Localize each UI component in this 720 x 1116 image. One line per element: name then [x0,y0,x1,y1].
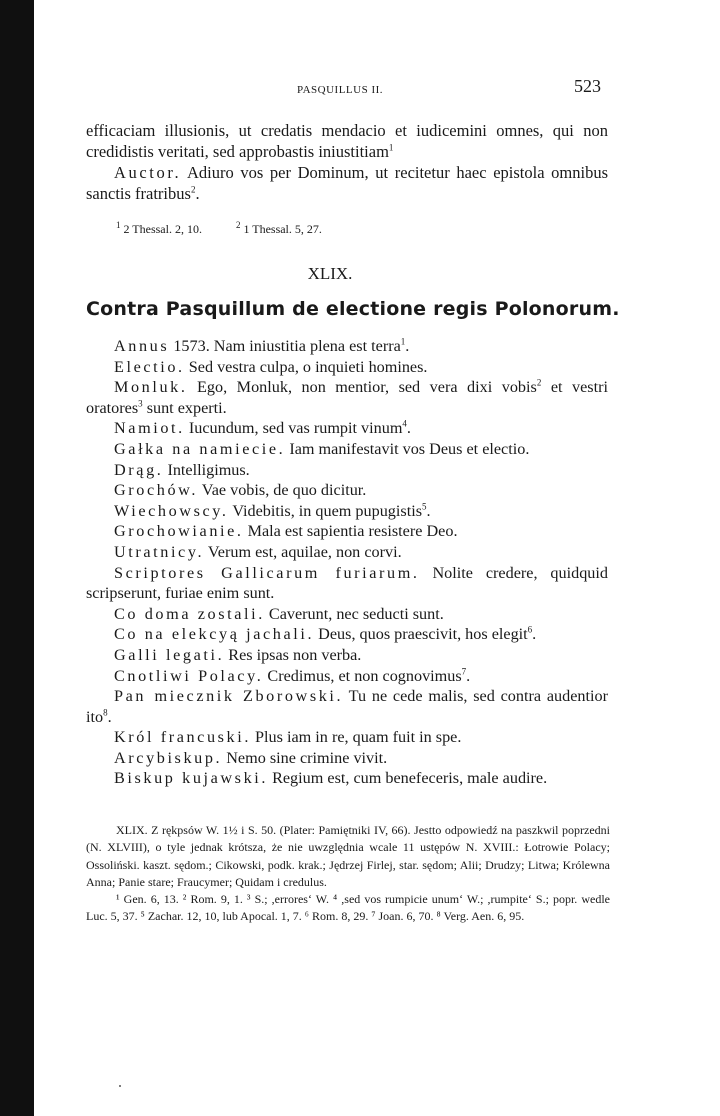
dialogue-line [86,604,608,625]
dialogue-line [86,501,608,522]
line-text: Mala est sapientia resistere Deo. [243,522,458,541]
dialogue-line [86,542,608,563]
intro-text [86,120,608,204]
speaker-name: Galli legati. [114,645,225,664]
dialogue-line [86,480,608,501]
running-header: PASQUILLUS II. [296,84,384,96]
speaker-name: Utratnicy. [114,542,205,561]
footnote-text: 2 Thessal. 2, 10. [120,222,202,236]
speaker-name: Pan miecznik Zborowski. [114,687,344,706]
source-note: XLIX. Z rękpsów W. 1½ i S. 50. (Plater: Pamiętniki IV, 66). Jestto odpowiedź na paszkwil poprzedni (N. XLVIII), o tyle jednak krótsza, że nie uwzględnia wcale 11 ustępów N. XVIII.: Łotrowie Polacy; Ossoliński. kaszt. sędom.; Cikowski, podk. krak.; Jędrzej Firlej, star. sędom; Alii; Drudzy; Litwa; Królewna Anna; Panie stare; Fraucymer; Quidam i credulus. [86,823,610,889]
speaker-name: Electio. [114,357,185,376]
speaker-name: Co doma zostali. [114,604,265,623]
dialogue-line [86,336,608,357]
punctuation: . [466,666,471,685]
speaker-name: Namiot. [114,419,185,438]
top-footnotes [116,222,322,237]
dialogue-line [86,666,608,687]
dialogue-line [86,377,608,418]
speaker-name: Annus [114,337,170,355]
dialogue-line [86,768,608,789]
dialogue-line [86,357,608,378]
dialogue-line [86,727,608,748]
footnote-mark: 2 [190,184,196,195]
speaker-name: Grochów. [114,481,199,500]
line-text: Iam manifestavit vos Deus et electio. [285,439,530,458]
dialogue-line [86,418,608,439]
dialogue-line [86,748,608,769]
dialogue-line [86,563,608,604]
punctuation: . [426,501,431,520]
footnote-text: 1 Thessal. 5, 27. [240,222,322,236]
dialogue [86,336,608,789]
dialogue-line [86,439,608,460]
dialogue-line [86,460,608,481]
speaker-name: Co na elekcyą jachali. [114,625,315,644]
line-text: Videbitis, in quem pupugistis [228,501,422,520]
dialogue-line [86,521,608,542]
line-text: Intelligimus. [163,460,250,479]
speaker-name: Król francuski. [114,728,251,747]
intro-paragraph-2-text: Adiuro vos per Dominum, ut recitetur haec epistola omnibus sanctis fratribus [86,163,608,203]
section-number: XLIX. [307,264,353,283]
footnote-mark: 8 [103,707,108,718]
line-text: Res ipsas non verba. [224,645,362,664]
line-text: Tu ne cede malis, sed contra audentior ito [86,687,608,726]
intro-paragraph-1-text: efficaciam illusionis, ut credatis mendacio et iudicemini omnes, qui non credidistis veritati, sed approbastis iniustitiam [86,121,608,161]
footnote-mark: 1 [388,142,394,153]
line-text: Nolite credere, quidquid scripserunt, furiae enim sunt. [86,563,608,603]
footnote-mark: 5 [422,501,427,512]
line-text: et vestri oratores [86,378,608,417]
punctuation: . [405,337,410,355]
speaker-name: Cnotliwi Polacy. [114,666,264,685]
line-text: Caverunt, nec seducti sunt. [264,604,444,623]
line-text: Regium est, cum benefeceris, male audire. [268,769,548,788]
page-number: 523 [574,76,601,96]
reference-notes: ¹ Gen. 6, 13. ² Rom. 9, 1. ³ S.; ,errores‘ W. ⁴ ,sed vos rumpicie unum‘ W.; ,rumpite‘ S.; popr. wedle Luc. 5, 37. ⁵ Zachar. 12, 10, lub Apocal. 1, 7. ⁶ Rom. 8, 29. ⁷ Joan. 6, 70. ⁸ Verg. Aen. 6, 95. [86,892,610,924]
intro-paragraph-1 [86,120,608,162]
speaker-name: Biskup kujawski. [114,769,269,788]
line-text: Sed vestra culpa, o inquieti homines. [184,357,428,376]
footnote-mark: 7 [461,666,467,677]
book-spine-edge [0,0,34,1116]
speaker-name: Wiechowscy. [114,501,229,520]
dialogue-line [86,645,608,666]
line-text: 1573. Nam iniustitia plena est terra [169,337,401,355]
line-text: Iucundum, sed vas rumpit vinum [184,419,403,438]
speaker-name: Gałka na namiecie. [114,439,286,458]
intro-paragraph-2 [86,162,608,204]
punctuation: . [195,184,200,203]
line-text: Plus iam in re, quam fuit in spe. [251,728,462,747]
line-text: sunt experti. [142,398,227,417]
speaker-name: Scriptores Gallicarum furiarum. [114,563,420,582]
line-text: Deus, quos praescivit, hos elegit [314,625,528,644]
punctuation: . [532,625,537,644]
speaker-name: Grochowianie. [114,522,244,541]
footnote-mark: 1 [400,336,406,347]
punctuation: . [107,707,112,726]
speaker-name: Arcybiskup. [114,748,223,767]
line-text: Nemo sine crimine vivit. [222,748,388,767]
speaker-name: Monluk. [114,378,188,397]
section-heading: Contra Pasquillum de electione regis Polonorum. [86,298,620,320]
line-text: Ego, Monluk, non mentior, sed vera dixi vobis [187,378,537,397]
line-text: Credimus, et non cognovimus [263,666,462,685]
footnote-mark: 1 [116,220,121,230]
speaker-name: Drąg. [114,460,164,479]
dialogue-line [86,624,608,645]
punctuation: . [406,419,411,438]
speaker-name: Auctor. [114,163,182,182]
footnote-mark: 6 [527,624,533,635]
editorial-notes [86,822,610,926]
line-text: Verum est, aquilae, non corvi. [204,542,402,561]
footnote-mark: 2 [235,220,241,230]
dialogue-line [86,686,608,727]
footnote-mark: 4 [402,418,407,429]
footnote-mark: 2 [536,377,542,388]
footnote-mark: 3 [138,398,143,409]
page-speck [119,1085,121,1087]
line-text: Vae vobis, de quo dicitur. [198,481,367,500]
